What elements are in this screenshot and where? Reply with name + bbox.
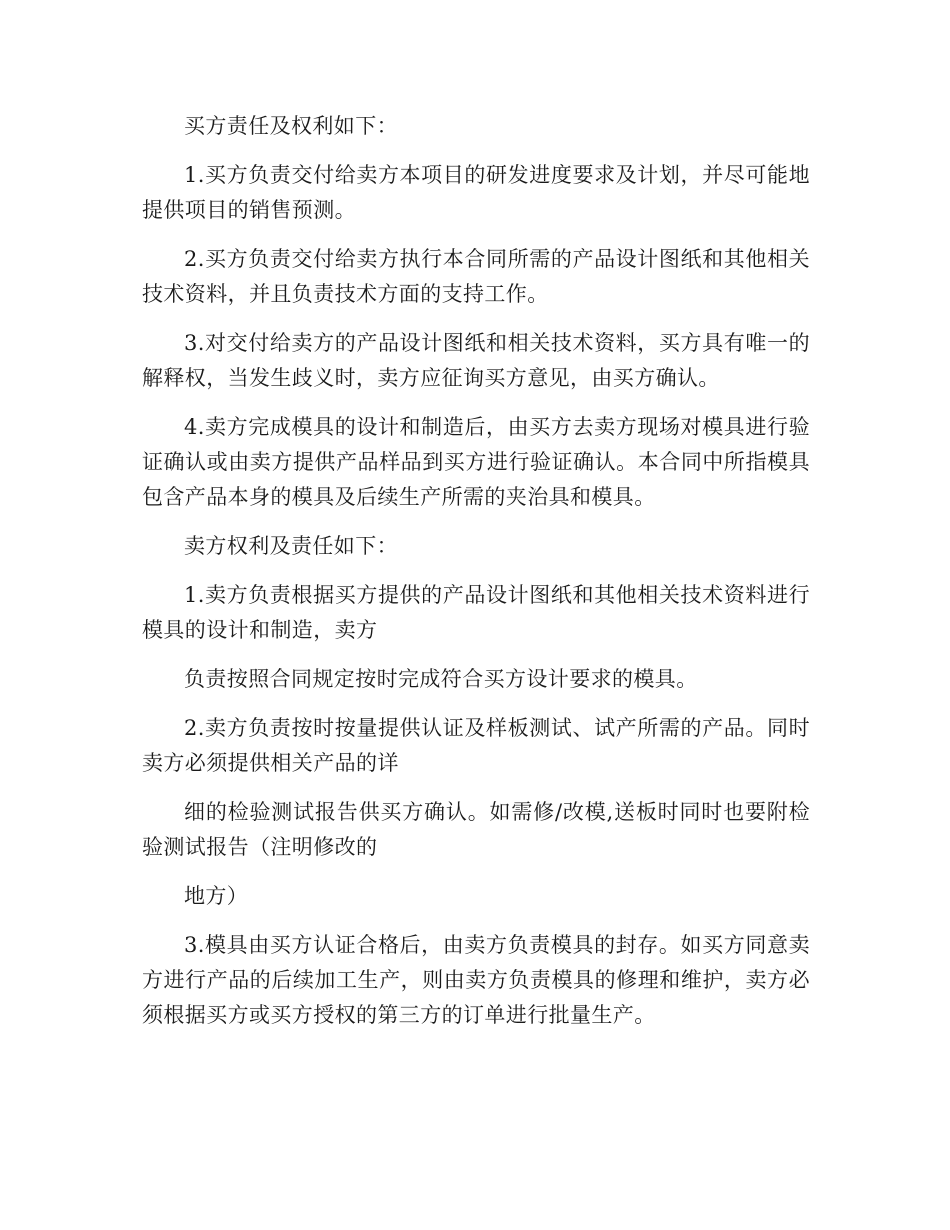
paragraph-seller-item-2-cont: 细的检验测试报告供买方确认。如需修/改模,送板时同时也要附检验测试报告（注明修改的 <box>142 800 810 859</box>
paragraph-seller-item-1-cont: 负责按照合同规定按时完成符合买方设计要求的模具。 <box>184 667 698 691</box>
paragraph-seller-item-3: 3.模具由买方认证合格后，由卖方负责模具的封存。如买方同意卖方进行产品的后续加工生产，则由卖方负责模具的修理和维护，卖方必须根据买方或买方授权的第三方的订单进行批量生产。 <box>142 933 810 1027</box>
paragraph-buyer-item-4: 4.卖方完成模具的设计和制造后，由买方去卖方现场对模具进行验证确认或由卖方提供产品样品到买方进行验证确认。本合同中所指模具包含产品本身的模具及后续生产所需的夹治具和模具。 <box>142 415 810 509</box>
document-body <box>142 109 810 1047</box>
paragraph-buyer-heading: 买方责任及权利如下： <box>184 114 398 138</box>
paragraph-buyer-item-1: 1.买方负责交付给卖方本项目的研发进度要求及计划，并尽可能地提供项目的销售预测。 <box>142 163 810 222</box>
paragraph-buyer-item-2: 2.买方负责交付给卖方执行本合同所需的产品设计图纸和其他相关技术资料，并且负责技术方面的支持工作。 <box>142 247 810 306</box>
paragraph-seller-item-1: 1.卖方负责根据买方提供的产品设计图纸和其他相关技术资料进行模具的设计和制造，卖方 <box>142 583 810 642</box>
paragraph-seller-item-2-end: 地方） <box>184 884 249 908</box>
paragraph-seller-heading: 卖方权利及责任如下： <box>184 534 398 558</box>
paragraph-seller-item-2: 2.卖方负责按时按量提供认证及样板测试、试产所需的产品。同时卖方必须提供相关产品的详 <box>142 716 810 775</box>
paragraph-buyer-item-3: 3.对交付给卖方的产品设计图纸和相关技术资料，买方具有唯一的解释权，当发生歧义时，卖方应征询买方意见，由买方确认。 <box>142 331 810 390</box>
